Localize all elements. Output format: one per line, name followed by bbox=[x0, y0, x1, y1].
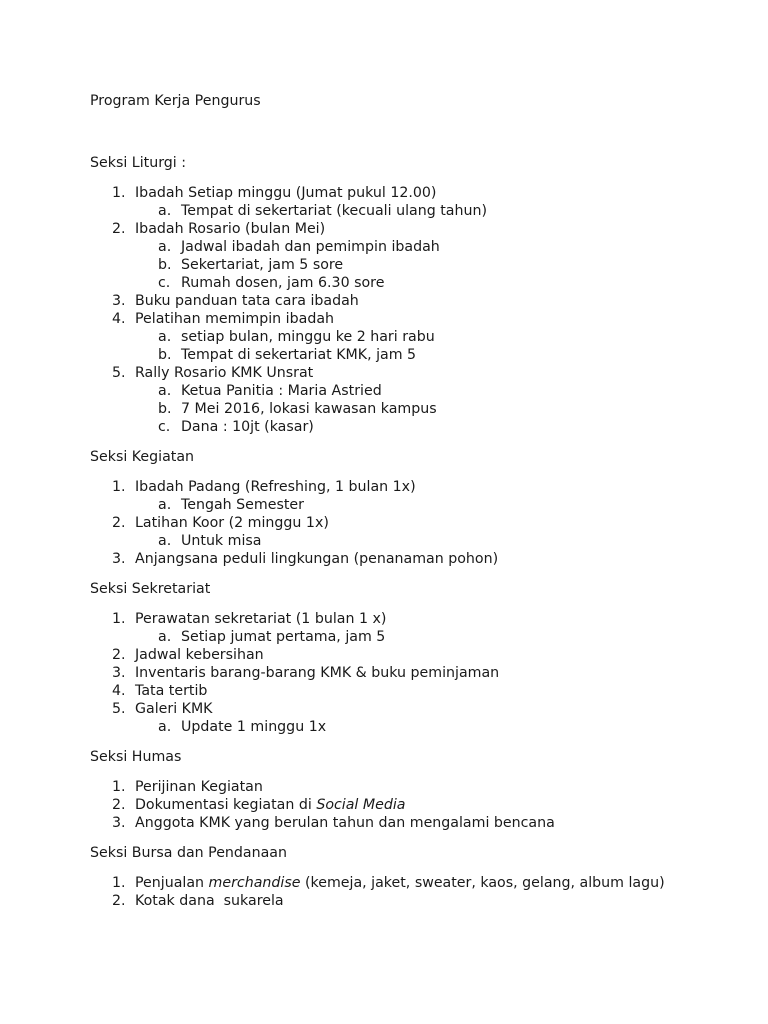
lettered-sublist bbox=[135, 238, 680, 292]
section-humas bbox=[90, 748, 680, 832]
sub-item-text: Jadwal ibadah dan pemimpin ibadah bbox=[181, 239, 440, 255]
sub-item-text: Tempat di sekertariat (kecuali ulang tahun) bbox=[181, 203, 487, 219]
section-heading: Seksi Humas bbox=[90, 749, 182, 765]
lettered-sublist bbox=[135, 496, 680, 514]
list-item bbox=[90, 646, 680, 664]
sub-list-item bbox=[135, 418, 680, 436]
sub-item-text: 7 Mei 2016, lokasi kawasan kampus bbox=[181, 401, 437, 417]
sub-item-letter: a. bbox=[158, 719, 172, 735]
list-item bbox=[90, 184, 680, 220]
item-number: 1. bbox=[112, 185, 126, 201]
sub-item-letter: a. bbox=[158, 329, 172, 345]
sub-list-item bbox=[135, 202, 680, 220]
sub-list-item bbox=[135, 256, 680, 274]
list-item bbox=[90, 610, 680, 646]
sub-list-item bbox=[135, 496, 680, 514]
section-heading: Seksi Liturgi : bbox=[90, 155, 187, 171]
sub-item-text: Ketua Panitia : Maria Astried bbox=[181, 383, 382, 399]
numbered-list bbox=[90, 478, 680, 568]
list-item bbox=[90, 364, 680, 436]
section-bursa-dan-pendanaan bbox=[90, 844, 680, 910]
sub-item-text: Tempat di sekertariat KMK, jam 5 bbox=[181, 347, 417, 363]
item-number: 2. bbox=[112, 893, 126, 909]
item-text-before: Dokumentasi kegiatan di bbox=[135, 797, 317, 813]
item-number: 3. bbox=[112, 551, 126, 567]
list-item bbox=[90, 814, 680, 832]
item-text: Anjangsana peduli lingkungan (penanaman pohon) bbox=[135, 551, 499, 567]
item-number: 3. bbox=[112, 665, 126, 681]
list-item bbox=[90, 292, 680, 310]
lettered-sublist bbox=[135, 202, 680, 220]
list-item bbox=[90, 682, 680, 700]
sub-item-letter: a. bbox=[158, 203, 172, 219]
section-liturgi bbox=[90, 154, 680, 436]
item-number: 4. bbox=[112, 311, 126, 327]
numbered-list bbox=[90, 610, 680, 736]
list-item bbox=[90, 514, 680, 550]
list-item bbox=[90, 892, 680, 910]
item-number: 5. bbox=[112, 701, 126, 717]
document-page bbox=[90, 92, 680, 922]
item-text: Perijinan Kegiatan bbox=[135, 779, 263, 795]
sub-item-text: Sekertariat, jam 5 sore bbox=[181, 257, 344, 273]
item-text: Ibadah Padang (Refreshing, 1 bulan 1x) bbox=[135, 479, 416, 495]
item-text-after: (kemeja, jaket, sweater, kaos, gelang, album lagu) bbox=[300, 875, 665, 891]
list-item bbox=[90, 478, 680, 514]
item-number: 2. bbox=[112, 515, 126, 531]
sub-item-text: Setiap jumat pertama, jam 5 bbox=[181, 629, 386, 645]
sub-item-letter: b. bbox=[158, 347, 172, 363]
sub-list-item bbox=[135, 274, 680, 292]
sub-item-letter: b. bbox=[158, 401, 172, 417]
sub-item-text: Rumah dosen, jam 6.30 sore bbox=[181, 275, 385, 291]
numbered-list bbox=[90, 874, 680, 910]
item-text: Tata tertib bbox=[135, 683, 208, 699]
sub-item-letter: a. bbox=[158, 629, 172, 645]
sub-item-letter: c. bbox=[158, 419, 171, 435]
sub-item-letter: a. bbox=[158, 383, 172, 399]
list-item bbox=[90, 778, 680, 796]
sub-item-text: Tengah Semester bbox=[181, 497, 304, 513]
item-number: 4. bbox=[112, 683, 126, 699]
item-number: 1. bbox=[112, 479, 126, 495]
item-text: Latihan Koor (2 minggu 1x) bbox=[135, 515, 329, 531]
item-text: Anggota KMK yang berulan tahun dan mengalami bencana bbox=[135, 815, 555, 831]
section-sekretariat bbox=[90, 580, 680, 736]
list-item bbox=[90, 310, 680, 364]
section-heading: Seksi Bursa dan Pendanaan bbox=[90, 845, 287, 861]
item-text: Buku panduan tata cara ibadah bbox=[135, 293, 359, 309]
sub-list-item bbox=[135, 328, 680, 346]
sub-item-letter: a. bbox=[158, 497, 172, 513]
list-item bbox=[90, 796, 680, 814]
item-text: Galeri KMK bbox=[135, 701, 213, 717]
sub-list-item bbox=[135, 628, 680, 646]
sub-list-item bbox=[135, 382, 680, 400]
item-number: 3. bbox=[112, 815, 126, 831]
sub-list-item bbox=[135, 532, 680, 550]
sub-item-text: Dana : 10jt (kasar) bbox=[181, 419, 314, 435]
sub-list-item bbox=[135, 400, 680, 418]
item-number: 5. bbox=[112, 365, 126, 381]
item-text: Jadwal kebersihan bbox=[135, 647, 264, 663]
item-text: Rally Rosario KMK Unsrat bbox=[135, 365, 314, 381]
item-number: 2. bbox=[112, 647, 126, 663]
numbered-list bbox=[90, 778, 680, 832]
lettered-sublist bbox=[135, 718, 680, 736]
section-kegiatan bbox=[90, 448, 680, 568]
document-title: Program Kerja Pengurus bbox=[90, 93, 261, 109]
item-text: Inventaris barang-barang KMK & buku peminjaman bbox=[135, 665, 500, 681]
sub-item-letter: a. bbox=[158, 239, 172, 255]
lettered-sublist bbox=[135, 628, 680, 646]
item-number: 2. bbox=[112, 797, 126, 813]
list-item bbox=[90, 664, 680, 682]
item-number: 1. bbox=[112, 611, 126, 627]
section-heading: Seksi Kegiatan bbox=[90, 449, 195, 465]
lettered-sublist bbox=[135, 382, 680, 436]
lettered-sublist bbox=[135, 532, 680, 550]
lettered-sublist bbox=[135, 328, 680, 364]
item-number: 3. bbox=[112, 293, 126, 309]
sub-item-letter: c. bbox=[158, 275, 171, 291]
item-number: 1. bbox=[112, 779, 126, 795]
numbered-list bbox=[90, 184, 680, 436]
sub-list-item bbox=[135, 718, 680, 736]
item-text-italic: merchandise bbox=[208, 875, 301, 891]
list-item bbox=[90, 874, 680, 892]
sub-item-letter: a. bbox=[158, 533, 172, 549]
item-text-italic: Social Media bbox=[316, 797, 406, 813]
sub-item-text: Untuk misa bbox=[181, 533, 262, 549]
item-text: Kotak dana sukarela bbox=[135, 893, 284, 909]
item-number: 2. bbox=[112, 221, 126, 237]
list-item bbox=[90, 700, 680, 736]
list-item bbox=[90, 550, 680, 568]
list-item bbox=[90, 220, 680, 292]
item-text: Ibadah Rosario (bulan Mei) bbox=[135, 221, 326, 237]
sub-item-text: Update 1 minggu 1x bbox=[181, 719, 327, 735]
sub-list-item bbox=[135, 238, 680, 256]
section-heading: Seksi Sekretariat bbox=[90, 581, 211, 597]
item-text: Ibadah Setiap minggu (Jumat pukul 12.00) bbox=[135, 185, 437, 201]
sub-list-item bbox=[135, 346, 680, 364]
item-text-before: Penjualan bbox=[135, 875, 209, 891]
item-text: Pelatihan memimpin ibadah bbox=[135, 311, 335, 327]
sub-item-letter: b. bbox=[158, 257, 172, 273]
sub-item-text: setiap bulan, minggu ke 2 hari rabu bbox=[181, 329, 435, 345]
item-number: 1. bbox=[112, 875, 126, 891]
item-text: Perawatan sekretariat (1 bulan 1 x) bbox=[135, 611, 387, 627]
